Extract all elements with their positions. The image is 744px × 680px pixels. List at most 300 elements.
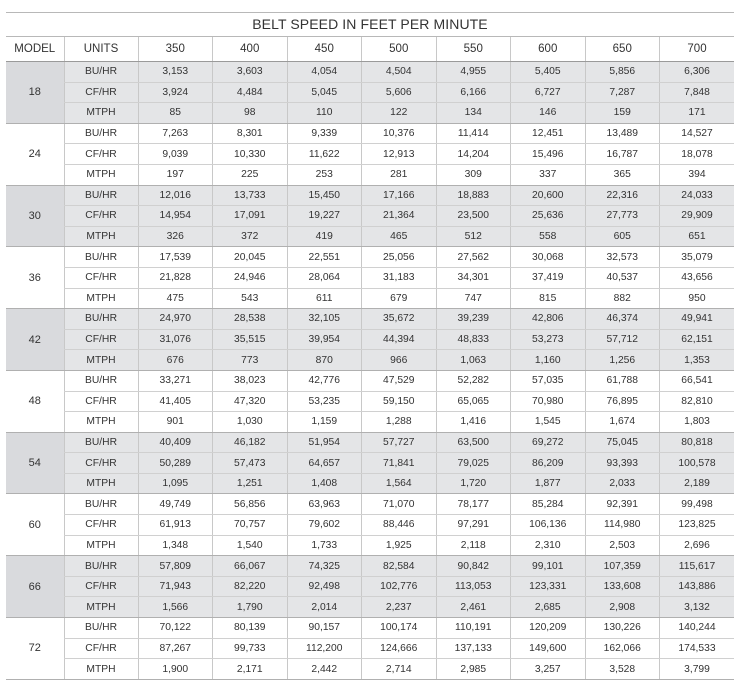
value-cell: 24,970 [138,309,213,330]
value-cell: 43,656 [660,267,735,288]
value-cell: 4,054 [287,62,362,83]
value-cell: 140,244 [660,618,735,639]
value-cell: 47,320 [213,391,288,412]
value-cell: 143,886 [660,576,735,597]
value-cell: 100,174 [362,618,437,639]
value-cell: 29,909 [660,206,735,227]
header-speed-350: 350 [138,37,213,62]
value-cell: 49,941 [660,309,735,330]
table-row [6,164,734,185]
value-cell: 7,848 [660,82,735,103]
value-cell: 120,209 [511,618,586,639]
value-cell: 66,067 [213,556,288,577]
value-cell: 1,566 [138,597,213,618]
value-cell: 12,913 [362,144,437,165]
table-row [6,267,734,288]
unit-cell: BU/HR [64,123,138,144]
table-row [6,618,734,639]
value-cell: 12,451 [511,123,586,144]
value-cell: 1,353 [660,350,735,371]
value-cell: 46,182 [213,432,288,453]
value-cell: 99,101 [511,556,586,577]
value-cell: 65,065 [436,391,511,412]
value-cell: 90,842 [436,556,511,577]
value-cell: 85,284 [511,494,586,515]
value-cell: 14,954 [138,206,213,227]
value-cell: 24,946 [213,267,288,288]
value-cell: 18,883 [436,185,511,206]
table-row [6,185,734,206]
value-cell: 98 [213,103,288,124]
unit-cell: CF/HR [64,144,138,165]
table-row [6,206,734,227]
unit-cell: CF/HR [64,329,138,350]
value-cell: 53,273 [511,329,586,350]
value-cell: 17,091 [213,206,288,227]
unit-cell: BU/HR [64,62,138,83]
value-cell: 2,714 [362,659,437,680]
value-cell: 122 [362,103,437,124]
value-cell: 39,954 [287,329,362,350]
value-cell: 815 [511,288,586,309]
value-cell: 99,733 [213,638,288,659]
value-cell: 74,325 [287,556,362,577]
value-cell: 6,166 [436,82,511,103]
value-cell: 17,166 [362,185,437,206]
model-group-42 [6,309,734,371]
value-cell: 2,237 [362,597,437,618]
value-cell: 63,963 [287,494,362,515]
value-cell: 57,473 [213,453,288,474]
value-cell: 28,538 [213,309,288,330]
value-cell: 20,600 [511,185,586,206]
value-cell: 475 [138,288,213,309]
value-cell: 97,291 [436,515,511,536]
value-cell: 679 [362,288,437,309]
header-speed-600: 600 [511,37,586,62]
model-cell: 48 [6,370,64,432]
value-cell: 149,600 [511,638,586,659]
unit-cell: CF/HR [64,267,138,288]
value-cell: 17,539 [138,247,213,268]
value-cell: 651 [660,226,735,247]
table-row [6,103,734,124]
unit-cell: MTPH [64,350,138,371]
value-cell: 2,696 [660,535,735,556]
table-row [6,226,734,247]
unit-cell: CF/HR [64,453,138,474]
value-cell: 13,733 [213,185,288,206]
value-cell: 1,877 [511,473,586,494]
value-cell: 53,235 [287,391,362,412]
value-cell: 2,310 [511,535,586,556]
value-cell: 64,657 [287,453,362,474]
value-cell: 6,306 [660,62,735,83]
value-cell: 113,053 [436,576,511,597]
value-cell: 10,330 [213,144,288,165]
table-row [6,494,734,515]
unit-cell: MTPH [64,473,138,494]
value-cell: 2,685 [511,597,586,618]
value-cell: 28,064 [287,267,362,288]
value-cell: 35,515 [213,329,288,350]
unit-cell: MTPH [64,659,138,680]
value-cell: 33,271 [138,370,213,391]
table-row [6,515,734,536]
value-cell: 1,095 [138,473,213,494]
value-cell: 75,045 [585,432,660,453]
value-cell: 71,943 [138,576,213,597]
model-group-66 [6,556,734,618]
value-cell: 107,359 [585,556,660,577]
value-cell: 27,562 [436,247,511,268]
header-speed-650: 650 [585,37,660,62]
value-cell: 40,409 [138,432,213,453]
value-cell: 133,608 [585,576,660,597]
value-cell: 16,787 [585,144,660,165]
value-cell: 123,331 [511,576,586,597]
value-cell: 3,153 [138,62,213,83]
unit-cell: CF/HR [64,391,138,412]
value-cell: 1,564 [362,473,437,494]
model-cell: 30 [6,185,64,247]
value-cell: 30,068 [511,247,586,268]
value-cell: 2,118 [436,535,511,556]
value-cell: 63,500 [436,432,511,453]
value-cell: 69,272 [511,432,586,453]
value-cell: 14,204 [436,144,511,165]
value-cell: 253 [287,164,362,185]
value-cell: 5,405 [511,62,586,83]
value-cell: 337 [511,164,586,185]
table-row [6,597,734,618]
model-cell: 72 [6,618,64,680]
model-cell: 24 [6,123,64,185]
unit-cell: BU/HR [64,370,138,391]
value-cell: 19,227 [287,206,362,227]
value-cell: 22,551 [287,247,362,268]
value-cell: 79,025 [436,453,511,474]
value-cell: 1,803 [660,412,735,433]
value-cell: 21,364 [362,206,437,227]
value-cell: 71,070 [362,494,437,515]
value-cell: 59,150 [362,391,437,412]
value-cell: 34,301 [436,267,511,288]
value-cell: 419 [287,226,362,247]
table-row [6,453,734,474]
value-cell: 80,818 [660,432,735,453]
value-cell: 1,256 [585,350,660,371]
value-cell: 6,727 [511,82,586,103]
value-cell: 82,220 [213,576,288,597]
value-cell: 882 [585,288,660,309]
table-row [6,123,734,144]
value-cell: 38,023 [213,370,288,391]
header-speed-550: 550 [436,37,511,62]
value-cell: 1,159 [287,412,362,433]
value-cell: 35,672 [362,309,437,330]
value-cell: 5,856 [585,62,660,83]
value-cell: 39,239 [436,309,511,330]
value-cell: 1,348 [138,535,213,556]
unit-cell: BU/HR [64,556,138,577]
table-row [6,350,734,371]
value-cell: 90,157 [287,618,362,639]
value-cell: 102,776 [362,576,437,597]
value-cell: 5,045 [287,82,362,103]
value-cell: 1,408 [287,473,362,494]
value-cell: 46,374 [585,309,660,330]
value-cell: 773 [213,350,288,371]
value-cell: 10,376 [362,123,437,144]
value-cell: 197 [138,164,213,185]
table-row [6,576,734,597]
value-cell: 76,895 [585,391,660,412]
value-cell: 12,016 [138,185,213,206]
value-cell: 747 [436,288,511,309]
value-cell: 2,033 [585,473,660,494]
value-cell: 27,773 [585,206,660,227]
value-cell: 162,066 [585,638,660,659]
value-cell: 4,955 [436,62,511,83]
table-row [6,391,734,412]
value-cell: 85 [138,103,213,124]
value-cell: 901 [138,412,213,433]
value-cell: 3,799 [660,659,735,680]
header-speed-400: 400 [213,37,288,62]
value-cell: 309 [436,164,511,185]
value-cell: 51,954 [287,432,362,453]
value-cell: 1,288 [362,412,437,433]
value-cell: 225 [213,164,288,185]
value-cell: 15,450 [287,185,362,206]
unit-cell: CF/HR [64,638,138,659]
unit-cell: CF/HR [64,576,138,597]
header-speed-700: 700 [660,37,735,62]
table-row [6,329,734,350]
value-cell: 1,160 [511,350,586,371]
value-cell: 114,980 [585,515,660,536]
header-units: UNITS [64,37,138,62]
value-cell: 7,263 [138,123,213,144]
value-cell: 24,033 [660,185,735,206]
value-cell: 49,749 [138,494,213,515]
unit-cell: MTPH [64,597,138,618]
value-cell: 48,833 [436,329,511,350]
table-title: BELT SPEED IN FEET PER MINUTE [6,12,734,37]
value-cell: 159 [585,103,660,124]
value-cell: 57,809 [138,556,213,577]
value-cell: 14,527 [660,123,735,144]
value-cell: 93,393 [585,453,660,474]
table-row [6,659,734,680]
unit-cell: MTPH [64,288,138,309]
value-cell: 1,720 [436,473,511,494]
value-cell: 2,014 [287,597,362,618]
value-cell: 8,301 [213,123,288,144]
unit-cell: MTPH [64,164,138,185]
value-cell: 41,405 [138,391,213,412]
value-cell: 50,289 [138,453,213,474]
value-cell: 1,030 [213,412,288,433]
model-group-72 [6,618,734,680]
model-cell: 18 [6,62,64,124]
unit-cell: MTPH [64,103,138,124]
value-cell: 70,122 [138,618,213,639]
value-cell: 66,541 [660,370,735,391]
table-row [6,556,734,577]
value-cell: 966 [362,350,437,371]
unit-cell: BU/HR [64,247,138,268]
value-cell: 3,603 [213,62,288,83]
value-cell: 80,139 [213,618,288,639]
value-cell: 44,394 [362,329,437,350]
value-cell: 61,913 [138,515,213,536]
value-cell: 31,076 [138,329,213,350]
value-cell: 70,980 [511,391,586,412]
model-group-24 [6,123,734,185]
value-cell: 7,287 [585,82,660,103]
unit-cell: MTPH [64,412,138,433]
table-row [6,82,734,103]
value-cell: 37,419 [511,267,586,288]
table-row [6,247,734,268]
model-cell: 36 [6,247,64,309]
value-cell: 3,257 [511,659,586,680]
value-cell: 146 [511,103,586,124]
table-row [6,144,734,165]
model-group-48 [6,370,734,432]
header-speed-500: 500 [362,37,437,62]
value-cell: 92,391 [585,494,660,515]
value-cell: 326 [138,226,213,247]
value-cell: 465 [362,226,437,247]
header-model: MODEL [6,37,64,62]
value-cell: 56,856 [213,494,288,515]
value-cell: 92,498 [287,576,362,597]
value-cell: 365 [585,164,660,185]
value-cell: 2,171 [213,659,288,680]
value-cell: 372 [213,226,288,247]
value-cell: 15,496 [511,144,586,165]
value-cell: 3,132 [660,597,735,618]
value-cell: 11,622 [287,144,362,165]
value-cell: 9,039 [138,144,213,165]
value-cell: 3,528 [585,659,660,680]
capacity-table [6,37,734,680]
value-cell: 23,500 [436,206,511,227]
value-cell: 21,828 [138,267,213,288]
table-row [6,473,734,494]
value-cell: 870 [287,350,362,371]
table-row [6,370,734,391]
value-cell: 22,316 [585,185,660,206]
header-row [6,37,734,62]
value-cell: 87,267 [138,638,213,659]
value-cell: 1,733 [287,535,362,556]
value-cell: 543 [213,288,288,309]
unit-cell: MTPH [64,535,138,556]
unit-cell: BU/HR [64,309,138,330]
value-cell: 1,545 [511,412,586,433]
value-cell: 20,045 [213,247,288,268]
unit-cell: BU/HR [64,618,138,639]
value-cell: 1,063 [436,350,511,371]
value-cell: 1,925 [362,535,437,556]
value-cell: 1,900 [138,659,213,680]
value-cell: 5,606 [362,82,437,103]
value-cell: 25,636 [511,206,586,227]
value-cell: 605 [585,226,660,247]
value-cell: 2,985 [436,659,511,680]
value-cell: 1,540 [213,535,288,556]
value-cell: 1,674 [585,412,660,433]
value-cell: 611 [287,288,362,309]
model-cell: 42 [6,309,64,371]
value-cell: 950 [660,288,735,309]
value-cell: 281 [362,164,437,185]
model-group-30 [6,185,734,247]
value-cell: 61,788 [585,370,660,391]
value-cell: 82,584 [362,556,437,577]
value-cell: 1,790 [213,597,288,618]
value-cell: 4,504 [362,62,437,83]
value-cell: 110 [287,103,362,124]
value-cell: 2,908 [585,597,660,618]
value-cell: 57,712 [585,329,660,350]
unit-cell: CF/HR [64,515,138,536]
value-cell: 100,578 [660,453,735,474]
unit-cell: BU/HR [64,432,138,453]
value-cell: 558 [511,226,586,247]
table-row [6,432,734,453]
value-cell: 137,133 [436,638,511,659]
value-cell: 174,533 [660,638,735,659]
value-cell: 394 [660,164,735,185]
value-cell: 99,498 [660,494,735,515]
value-cell: 134 [436,103,511,124]
value-cell: 18,078 [660,144,735,165]
value-cell: 35,079 [660,247,735,268]
value-cell: 78,177 [436,494,511,515]
model-group-36 [6,247,734,309]
value-cell: 9,339 [287,123,362,144]
value-cell: 11,414 [436,123,511,144]
value-cell: 2,503 [585,535,660,556]
model-cell: 54 [6,432,64,494]
unit-cell: CF/HR [64,206,138,227]
unit-cell: BU/HR [64,185,138,206]
value-cell: 1,251 [213,473,288,494]
value-cell: 32,105 [287,309,362,330]
value-cell: 40,537 [585,267,660,288]
value-cell: 106,136 [511,515,586,536]
value-cell: 42,806 [511,309,586,330]
value-cell: 86,209 [511,453,586,474]
model-cell: 66 [6,556,64,618]
model-cell: 60 [6,494,64,556]
unit-cell: CF/HR [64,82,138,103]
value-cell: 1,416 [436,412,511,433]
model-group-60 [6,494,734,556]
value-cell: 123,825 [660,515,735,536]
value-cell: 2,442 [287,659,362,680]
value-cell: 13,489 [585,123,660,144]
value-cell: 79,602 [287,515,362,536]
value-cell: 25,056 [362,247,437,268]
value-cell: 62,151 [660,329,735,350]
table-row [6,309,734,330]
